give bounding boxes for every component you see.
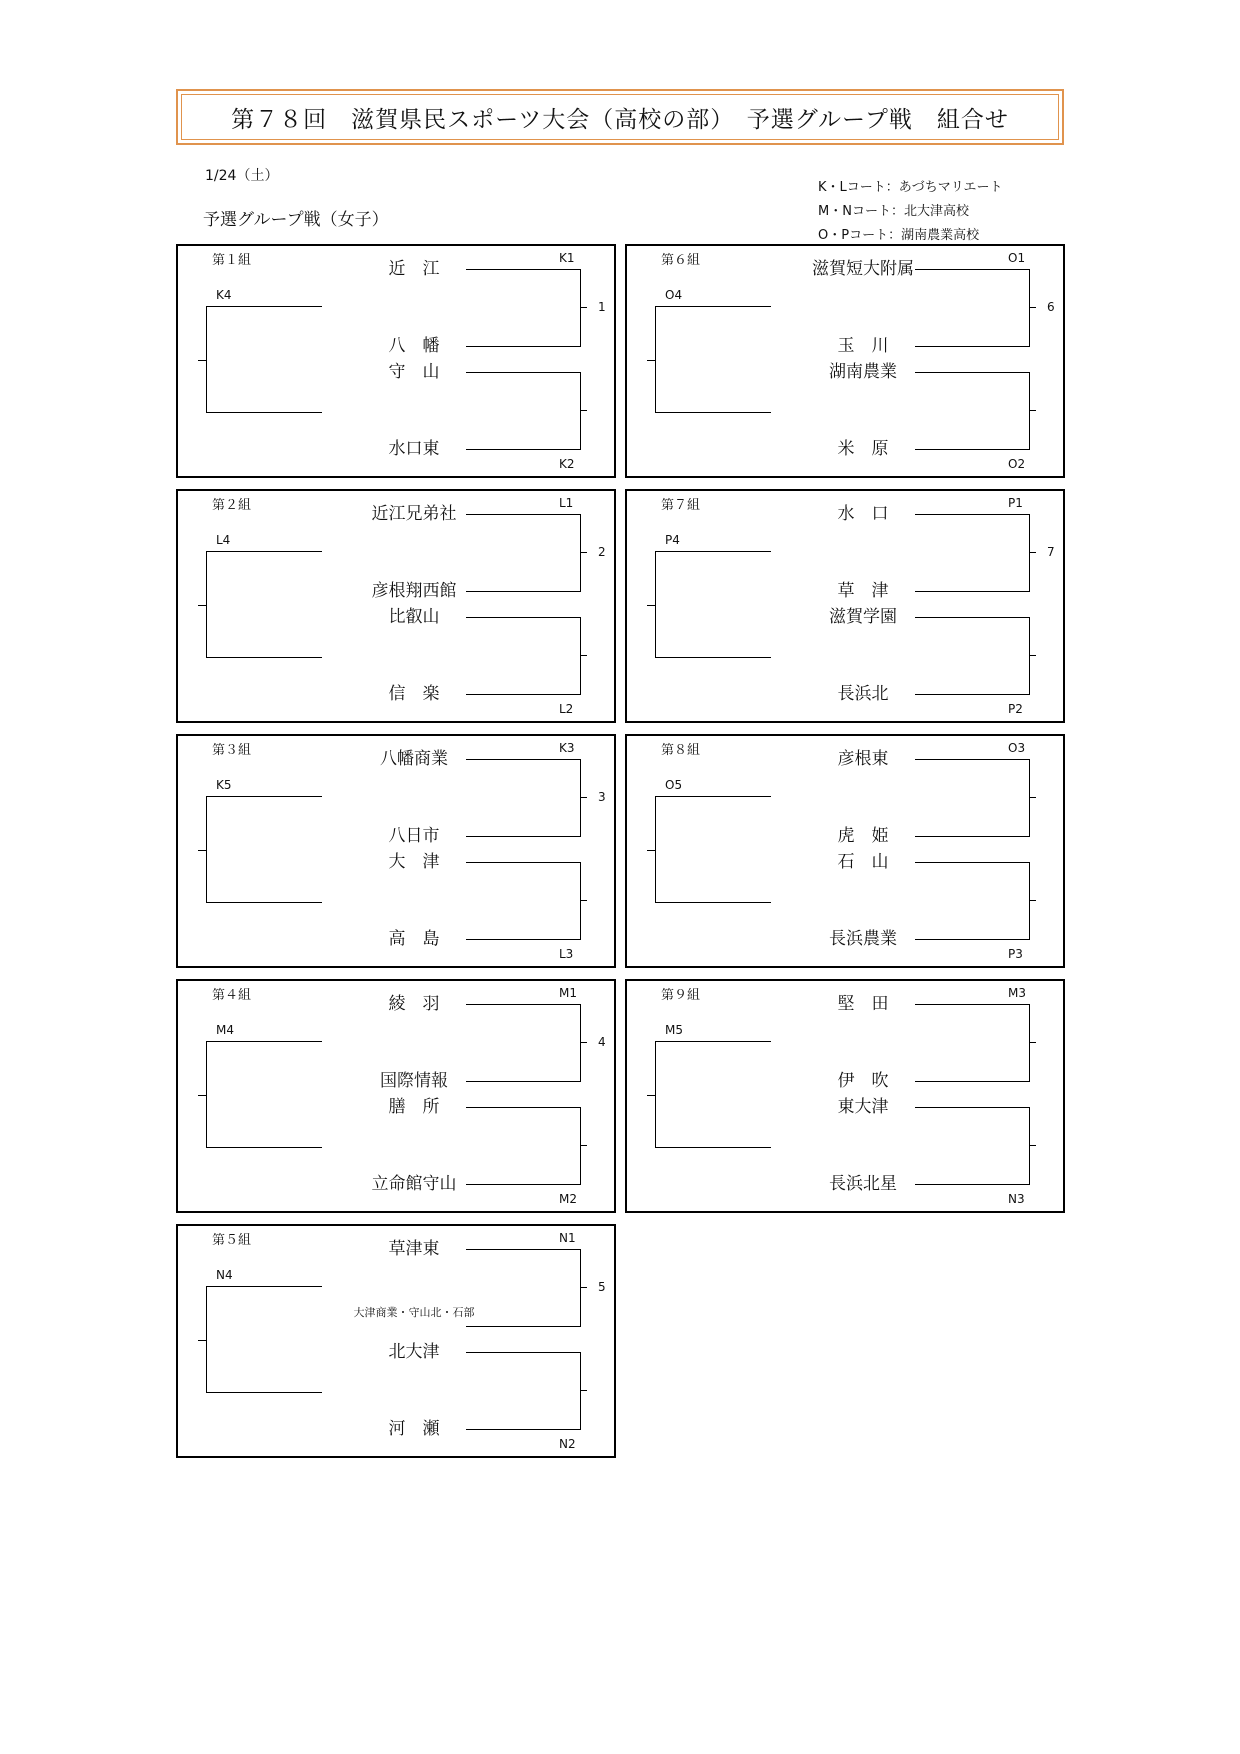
team-name: 湖南農業 [829, 362, 897, 382]
team-name: 守 山 [388, 362, 440, 382]
bottom-code: M2 [559, 1192, 577, 1206]
team-name: 東大津 [837, 1097, 889, 1117]
top-code: O3 [1008, 741, 1026, 755]
bracket-line [580, 514, 581, 592]
bracket-line [206, 1286, 322, 1287]
bracket-line [915, 449, 1030, 450]
bracket-line [915, 862, 1030, 863]
bracket-line [915, 1184, 1030, 1185]
bracket-line [466, 1107, 581, 1108]
bracket-line [466, 372, 581, 373]
group-rank: 7 [1047, 545, 1055, 559]
team-name: 玉 川 [837, 336, 889, 356]
bracket-line [198, 360, 206, 361]
bracket-line [655, 412, 771, 413]
left-code: O5 [665, 778, 683, 792]
bracket-line [580, 1107, 581, 1185]
bracket-line [1029, 1145, 1036, 1146]
bracket-line [466, 939, 581, 940]
team-name: 八幡商業 [380, 749, 448, 769]
team-name: 草 津 [837, 581, 889, 601]
group-name: 第３組 [212, 743, 252, 758]
bracket-line [1029, 655, 1036, 656]
court-legend-op: O・Pコート：湖南農業高校 [818, 228, 980, 243]
bottom-code: P3 [1008, 947, 1023, 961]
bracket-line [580, 797, 587, 798]
top-code: M1 [559, 986, 577, 1000]
group-box [176, 979, 616, 1213]
team-name: 近 江 [388, 259, 440, 279]
bracket-line [466, 1429, 581, 1430]
group-name: 第７組 [661, 498, 701, 513]
bracket-line [1029, 410, 1036, 411]
bracket-line [655, 902, 771, 903]
bracket-line [466, 1249, 581, 1250]
bracket-line [647, 1095, 655, 1096]
bottom-code: P2 [1008, 702, 1023, 716]
bracket-line [915, 372, 1030, 373]
group-name: 第５組 [212, 1233, 252, 1248]
team-name: 長浜農業 [829, 929, 897, 949]
bracket-line [466, 346, 581, 347]
group-rank: 4 [598, 1035, 606, 1049]
bracket-line [206, 306, 207, 413]
bracket-line [206, 796, 207, 903]
bracket-line [466, 514, 581, 515]
team-name: 八 幡 [388, 336, 440, 356]
team-name: 石 山 [837, 852, 889, 872]
bracket-line [466, 591, 581, 592]
bracket-line [655, 796, 771, 797]
bracket-line [580, 1145, 587, 1146]
bracket-line [580, 759, 581, 837]
bracket-line [655, 1147, 771, 1148]
event-date: 1/24（土） [205, 168, 279, 184]
bracket-line [1029, 1042, 1036, 1043]
bracket-line [466, 1004, 581, 1005]
bracket-line [1029, 617, 1030, 695]
bracket-line [655, 306, 771, 307]
bottom-code: L3 [559, 947, 574, 961]
section-subtitle: 予選グループ戦（女子） [203, 210, 389, 230]
bracket-line [580, 1352, 581, 1430]
court-legend [818, 176, 1003, 248]
bracket-line [655, 1041, 771, 1042]
group-name: 第９組 [661, 988, 701, 1003]
team-name: 草津東 [388, 1239, 440, 1259]
bracket-line [1029, 759, 1030, 837]
left-code: K4 [216, 288, 232, 302]
bracket-line [1029, 1004, 1030, 1082]
bracket-line [1029, 372, 1030, 450]
group-name: 第１組 [212, 253, 252, 268]
bracket-line [580, 372, 581, 450]
left-code: P4 [665, 533, 680, 547]
left-code: O4 [665, 288, 683, 302]
bracket-line [580, 552, 587, 553]
left-code: K5 [216, 778, 232, 792]
team-name: 大津商業・守山北・石部 [353, 1306, 475, 1319]
bracket-line [466, 836, 581, 837]
team-name: 膳 所 [388, 1097, 440, 1117]
bracket-line [580, 1390, 587, 1391]
bracket-line [1029, 862, 1030, 940]
bracket-line [915, 1081, 1030, 1082]
bracket-line [466, 617, 581, 618]
bracket-line [206, 1392, 322, 1393]
bottom-code: L2 [559, 702, 574, 716]
team-name: 虎 姫 [837, 826, 889, 846]
group-name: 第２組 [212, 498, 252, 513]
left-code: N4 [216, 1268, 233, 1282]
team-name: 長浜北 [837, 684, 889, 704]
team-name: 近江兄弟社 [371, 504, 457, 524]
bracket-line [206, 551, 207, 658]
bracket-line [647, 605, 655, 606]
team-name: 八日市 [388, 826, 440, 846]
team-name: 堅 田 [837, 994, 889, 1014]
team-name: 彦根翔西館 [371, 581, 457, 601]
top-code: O1 [1008, 251, 1026, 265]
bracket-line [915, 1107, 1030, 1108]
bracket-line [647, 360, 655, 361]
bracket-line [580, 1249, 581, 1327]
bracket-line [915, 759, 1030, 760]
top-code: K3 [559, 741, 575, 755]
team-name: 米 原 [837, 439, 889, 459]
court-legend-mn: M・Nコート：北大津高校 [818, 204, 969, 219]
bottom-code: K2 [559, 457, 575, 471]
bracket-line [466, 449, 581, 450]
bracket-line [915, 269, 1030, 270]
top-code: L1 [559, 496, 574, 510]
page-title: 第７８回 滋賀県民スポーツ大会（高校の部） 予選グループ戦 組合せ [231, 106, 1009, 133]
bracket-line [915, 939, 1030, 940]
bracket-line [206, 796, 322, 797]
left-code: M4 [216, 1023, 234, 1037]
bracket-line [206, 1286, 207, 1393]
group-rank: 3 [598, 790, 606, 804]
bracket-line [580, 617, 581, 695]
bracket-line [206, 1041, 322, 1042]
bracket-line [1029, 552, 1036, 553]
top-code: M3 [1008, 986, 1026, 1000]
bracket-line [1029, 307, 1036, 308]
bracket-line [1029, 514, 1030, 592]
bracket-line [580, 655, 587, 656]
bracket-line [198, 850, 206, 851]
bracket-line [580, 1287, 587, 1288]
bracket-line [206, 902, 322, 903]
bracket-line [466, 1184, 581, 1185]
team-name: 大 津 [388, 852, 440, 872]
team-name: 綾 羽 [388, 994, 440, 1014]
bracket-line [915, 617, 1030, 618]
bracket-line [580, 269, 581, 347]
team-name: 滋賀学園 [829, 607, 897, 627]
bracket-line [198, 1095, 206, 1096]
team-name: 河 瀬 [388, 1419, 440, 1439]
bracket-line [580, 1042, 587, 1043]
team-name: 北大津 [388, 1342, 440, 1362]
bracket-line [915, 346, 1030, 347]
team-name: 長浜北星 [829, 1174, 897, 1194]
group-box [176, 244, 616, 478]
bracket-line [655, 657, 771, 658]
bracket-line [915, 1004, 1030, 1005]
team-name: 国際情報 [380, 1071, 448, 1091]
bracket-line [466, 1081, 581, 1082]
left-code: L4 [216, 533, 231, 547]
top-code: N1 [559, 1231, 576, 1245]
bracket-line [466, 1326, 581, 1327]
group-box [176, 489, 616, 723]
bracket-line [580, 307, 587, 308]
bracket-line [466, 694, 581, 695]
bottom-code: N3 [1008, 1192, 1025, 1206]
bracket-line [466, 862, 581, 863]
top-code: K1 [559, 251, 575, 265]
bracket-line [580, 900, 587, 901]
bracket-line [655, 1041, 656, 1148]
bracket-line [915, 591, 1030, 592]
group-box [625, 979, 1065, 1213]
bracket-line [466, 759, 581, 760]
team-name: 滋賀短大附属 [812, 259, 914, 279]
bracket-line [580, 862, 581, 940]
group-box [625, 489, 1065, 723]
group-box [176, 1224, 616, 1458]
bracket-line [206, 657, 322, 658]
bottom-code: O2 [1008, 457, 1026, 471]
bracket-line [466, 1352, 581, 1353]
bracket-line [580, 1004, 581, 1082]
bracket-line [466, 269, 581, 270]
team-name: 信 楽 [388, 684, 440, 704]
bracket-line [206, 412, 322, 413]
bracket-line [198, 605, 206, 606]
bracket-line [1029, 1107, 1030, 1185]
bottom-code: N2 [559, 1437, 576, 1451]
team-name: 立命館守山 [371, 1174, 457, 1194]
bracket-line [206, 1147, 322, 1148]
bracket-line [915, 694, 1030, 695]
group-box [625, 734, 1065, 968]
bracket-line [1029, 797, 1036, 798]
bracket-line [1029, 269, 1030, 347]
group-name: 第４組 [212, 988, 252, 1003]
team-name: 比叡山 [388, 607, 440, 627]
group-rank: 1 [598, 300, 606, 314]
title-box [176, 89, 1064, 145]
bracket-line [1029, 900, 1036, 901]
group-name: 第６組 [661, 253, 701, 268]
team-name: 彦根東 [837, 749, 889, 769]
group-rank: 6 [1047, 300, 1055, 314]
bracket-line [198, 1340, 206, 1341]
group-name: 第８組 [661, 743, 701, 758]
bracket-line [647, 850, 655, 851]
bracket-line [915, 514, 1030, 515]
left-code: M5 [665, 1023, 683, 1037]
bracket-line [915, 836, 1030, 837]
top-code: P1 [1008, 496, 1023, 510]
team-name: 伊 吹 [837, 1071, 889, 1091]
team-name: 水 口 [837, 504, 889, 524]
group-rank: 2 [598, 545, 606, 559]
team-name: 高 島 [388, 929, 440, 949]
bracket-line [655, 306, 656, 413]
group-rank: 5 [598, 1280, 606, 1294]
group-box [625, 244, 1065, 478]
bracket-line [655, 551, 656, 658]
court-legend-kl: K・Lコート：あづちマリエート [818, 180, 1003, 195]
bracket-line [580, 410, 587, 411]
bracket-line [206, 1041, 207, 1148]
bracket-line [655, 796, 656, 903]
group-box [176, 734, 616, 968]
bracket-line [206, 551, 322, 552]
team-name: 水口東 [388, 439, 440, 459]
bracket-line [655, 551, 771, 552]
bracket-line [206, 306, 322, 307]
